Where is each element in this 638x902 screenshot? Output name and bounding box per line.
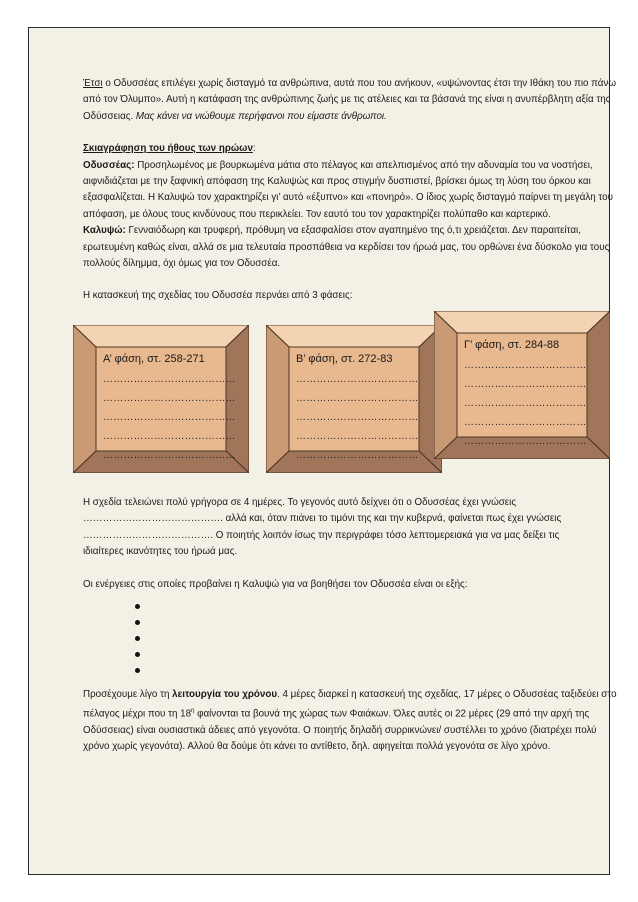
- odysseus-paragraph: [83, 158, 619, 224]
- phase-2-blank-line: ………………………………: [296, 392, 419, 404]
- bullet-icon: [135, 652, 140, 657]
- time-text: . 4 μέρες διαρκεί η κατασκευή της σχεδίας, 17 μέρες ο Οδυσσέας ταξιδεύει στο πέλαγος μέχρι που τη 18: [83, 688, 617, 720]
- phase-1-blank-line: …………………………………: [103, 392, 236, 404]
- list-item: [83, 663, 619, 679]
- bullet-icon: [135, 604, 140, 609]
- odysseus-text: Προσηλωμένος με βουρκωμένα μάτια στο πέλαγος και απελπισμένος από την αδυναμία του να νοστήσει, αιφνιδιάζεται με την ξαφνική απόφαση της Καλυψώς και προς στιγμήν δυσπιστεί, βρίσκει όμως τη λύση του όρκου και εξασφαλίζεται. Η Καλυψώ τον χαρακτηρίζει γι’ αυτό «έξυπνο» και «πονηρό». Ο ίδιος χωρίς δισταγμό παίρνει τη μεγάλη του απόφαση, με όλους τους κινδύνους που περικλείει. Τον εαυτό του τον χαρακτηρίζει πολύπαθο και καρτερικό.: [83, 159, 613, 220]
- skills-line: ……………………………………. αλλά και, όταν πιάνει το τιμόνι της και την κυβερνά, φαίνεται πως έχει γνώσεις: [83, 513, 562, 525]
- phase-3-blank-line: ………………………………: [464, 416, 587, 428]
- sketch-heading: [83, 141, 619, 157]
- list-item: [83, 647, 619, 663]
- calypso-actions-list: [83, 599, 619, 679]
- sketch-heading-colon: :: [252, 143, 256, 155]
- phase-box-2: [266, 325, 442, 473]
- phase-2-blank-line: ………………………………: [296, 449, 419, 461]
- bullet-icon: [135, 620, 140, 625]
- time-text-continued: φαίνονται τα βουνά της χώρας των Φαιάκων. Όλες αυτές οι 22 μέρες (29 από την αρχή της Οδύσσειας) είναι ουσιαστικά άδειες από γεγονότα. Ο ποιητής δηλαδή συρρικνώνει/ συστέλλει το χρόνο (διατρέχει πολύ χρόνο χωρίς γεγονότα). Αλλού θα δούμε ότι κάνει το αντίθετο, δηλ. αφηγείται πολλά γεγονότα σε λίγο χρόνο.: [83, 708, 597, 753]
- list-item: [83, 615, 619, 631]
- phase-2-blank-line: ………………………………: [296, 411, 419, 423]
- time-bold-term: λειτουργία του χρόνου: [172, 688, 278, 700]
- list-item: [83, 631, 619, 647]
- skills-line: …………………………………. Ο ποιητής λοιπόν ίσως την περιγράφει τόσο λεπτομερειακά για να μας δείξει τις: [83, 529, 560, 541]
- phase-3-blanks: [464, 356, 586, 451]
- intro-underlined-word: Έτσι: [83, 78, 103, 89]
- calypso-paragraph: [83, 223, 619, 272]
- list-item: [83, 599, 619, 615]
- phase-box-3: [434, 311, 610, 459]
- time-prefix: Προσέχουμε λίγο τη: [83, 688, 173, 700]
- phase-box-1: [73, 325, 249, 473]
- skills-line: ιδιαίτερες ικανότητες του ήρωά μας.: [83, 546, 238, 558]
- phase-1-blank-line: …………………………………: [103, 411, 236, 423]
- phase-1-blanks: [103, 370, 236, 465]
- ordinal-superscript: η: [191, 708, 195, 715]
- phase-1-blank-line: …………………………………: [103, 430, 236, 442]
- skills-line: Η σχεδία τελειώνει πολύ γρήγορα σε 4 ημέρες. Το γεγονός αυτό δείχνει ότι ο Οδυσσέας έχει γνώσεις: [83, 496, 517, 508]
- intro-italic-sentence: Μας κάνει να νιώθουμε περήφανοι που είμαστε άνθρωποι.: [135, 110, 387, 122]
- odysseus-label: Οδυσσέας:: [83, 159, 135, 171]
- document-body: [83, 76, 619, 756]
- calypso-text: Γενναιόδωρη και τρυφερή, πρόθυμη να εξασφαλίσει στον αγαπημένο της ό,τι χρειάζεται. Δεν παραιτείται, ερωτευμένη καθώς είναι, αλλά σε μια τελευταία προσπάθεια να κερδίσει τον ήρωά μας, του ορθώνει ένα δύσκολο για τους πολλούς δίλημμα, όχι όμως για τον Οδυσσέα.: [83, 225, 610, 270]
- phase-2-title: Β’ φάση, στ. 272-83: [296, 352, 393, 365]
- skills-paragraph: [83, 495, 619, 561]
- bullet-icon: [135, 668, 140, 673]
- phase-3-blank-line: ………………………………: [464, 397, 587, 409]
- calypso-actions-intro: Οι ενέργειες στις οποίες προβαίνει η Καλυψώ για να βοηθήσει τον Οδυσσέα είναι οι εξής:: [83, 578, 468, 590]
- sketch-heading-text: Σκιαγράφηση του ήθους των ηρώων: [83, 143, 253, 155]
- phase-1-blank-line: …………………………………: [103, 449, 236, 461]
- calypso-label: Καλυψώ:: [83, 225, 126, 237]
- phase-2-blank-line: ………………………………: [296, 430, 419, 442]
- phase-1-title: Α’ φάση, στ. 258-271: [103, 352, 205, 365]
- time-function-paragraph: [83, 687, 619, 756]
- phases-boxes: [83, 311, 619, 489]
- phase-3-title: Γ’ φάση, στ. 284-88: [464, 338, 560, 351]
- page-frame: [28, 27, 617, 875]
- construction-intro: Η κατασκευή της σχεδίας του Οδυσσέα περνάει από 3 φάσεις:: [83, 290, 353, 302]
- phase-3-blank-line: ………………………………: [464, 435, 587, 447]
- phase-2-blank-line: ………………………………: [296, 373, 419, 385]
- phase-3-blank-line: ………………………………: [464, 378, 587, 390]
- intro-text: ο Οδυσσέας επιλέγει χωρίς δισταγμό τα ανθρώπινα, αυτά που του ανήκουν, «υψώνοντας έτσι την Ιθάκη του πιο πάνω από τον Όλυμπο». Αυτή η κατάφαση της ανθρώπινης ζωής με τις ατέλειες και τα βάσανά της είναι η ανυπέρβλητη αξία της Οδύσσειας.: [83, 78, 617, 122]
- bullet-icon: [135, 636, 140, 641]
- phase-1-blank-line: …………………………………: [103, 373, 236, 385]
- phase-3-blank-line: ………………………………: [464, 359, 587, 371]
- intro-paragraph: [83, 76, 619, 125]
- phase-2-blanks: [296, 370, 418, 465]
